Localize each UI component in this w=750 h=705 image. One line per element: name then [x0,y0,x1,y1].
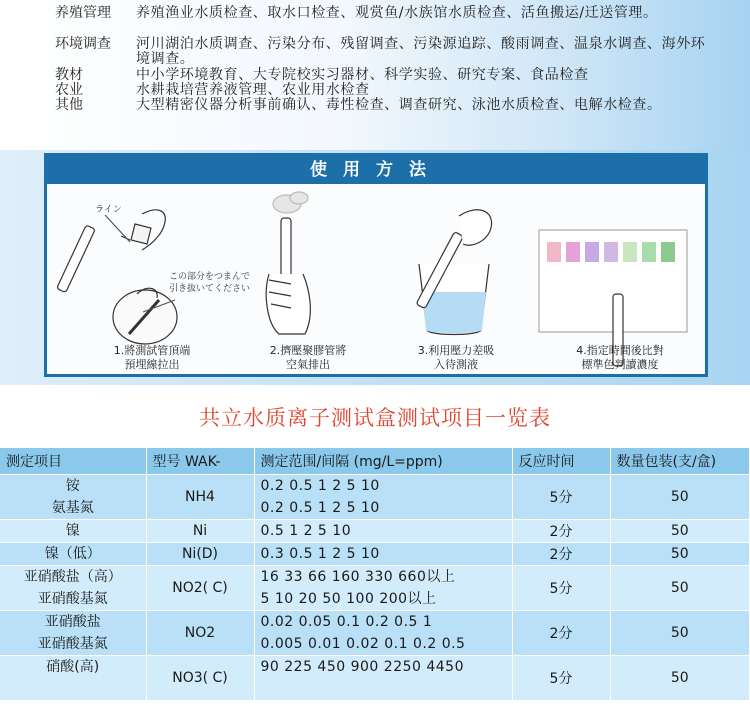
application-category: 教材 [55,67,83,83]
time-cell: 2分 [512,542,610,565]
step3-water-icon [422,292,486,333]
application-category: 环境调查 [55,36,111,52]
step1-leader-icon [105,215,130,242]
step4-caption [545,344,695,372]
usage-title: 使用方法 [47,156,705,184]
range-cell [254,519,512,542]
model-cell: Ni [146,519,254,542]
item-cell [0,610,146,655]
color-swatch [604,242,618,262]
model-cell: NH4 [146,474,254,519]
step1-line-label: ライン [95,205,122,215]
item-name: 铵 [65,477,80,494]
step4-swatches-group [547,242,675,262]
applications-section [0,0,750,150]
step1-caption-line-2: 預埋線拉出 [124,358,180,371]
item-cell [0,542,146,565]
time-cell: 2分 [512,610,610,655]
pack-cell: 50 [610,610,750,655]
range-value [261,678,506,700]
time-cell: 5分 [512,655,610,700]
table-row [0,474,750,519]
color-swatch [642,242,656,262]
range-cell [254,655,512,700]
application-description: 河川湖泊水质调查、污染分布、残留调查、污染源追踪、酸雨调查、温泉水调查、海外环境调查。 [136,36,706,67]
step3-caption [381,344,531,372]
step4-caption-line-2: 標準色判讀濃度 [581,358,659,371]
item-name: 亚硝酸盐 [44,613,101,630]
color-swatch [566,242,580,262]
item-name [6,678,140,700]
application-description: 养殖渔业水质检查、取水口检查、观赏鱼/水族馆水质检查、活鱼搬运/迁送管理。 [136,5,658,21]
range-cell [254,610,512,655]
step1-finger-icon [131,224,151,244]
item-name: 亚硝酸基氮 [37,590,108,607]
test-items-table [0,448,750,701]
step2-caption [233,344,383,372]
range-cell [254,565,512,610]
table-row [0,610,750,655]
time-cell: 2分 [512,519,610,542]
item-cell [0,565,146,610]
range-value: 0.02 0.05 0.1 0.2 0.5 1 [260,613,433,630]
item-cell [0,655,146,700]
item-name: 氨基氮 [51,499,94,516]
range-value: 5 10 20 50 100 200以上 [260,590,437,607]
step3-caption-line-2: 入待測液 [434,358,478,371]
color-swatch [585,242,599,262]
application-category: 养殖管理 [55,5,111,21]
step1-caption [77,344,227,372]
item-cell [0,474,146,519]
pack-cell: 50 [610,519,750,542]
range-value: 0.2 0.5 1 2 5 10 [260,499,380,516]
application-row-other [0,98,750,128]
header-pack: 数量包装(支/盒) [610,448,750,474]
item-name: 硝酸(高) [46,658,100,675]
step4-caption-line-1: 4.指定時間後比對 [576,344,664,357]
step3-hand-icon [459,210,492,245]
table-row [0,519,750,542]
step2-caption-line-2: 空氣排出 [286,358,330,371]
table-row [0,542,750,565]
step1-caption-line-1: 1.將測試管頂端 [113,344,191,357]
application-description: 大型精密仪器分析事前确认、毒性检查、调查研究、泳池水质检查、电解水检查。 [136,97,662,113]
header-range: 测定范围/间隔 (mg/L=ppm) [254,448,512,474]
item-name: 镍（低） [44,545,101,562]
model-cell: Ni(D) [146,542,254,565]
step1-callout-text-2: 引き抜いてください [169,284,251,294]
time-cell: 5分 [512,474,610,519]
table-title: 共立水质离子测试盒测试项目一览表 [199,406,551,430]
header-model: 型号 WAK- [146,448,254,474]
step2-illustration [266,192,310,334]
application-row-education [0,68,750,84]
step2-caption-line-1: 2.擠壓聚膠管將 [269,344,347,357]
application-description: 中小学环境教育、大专院校实习器材、科学实验、研究专案、食品检查 [136,67,589,83]
step1-illustration [57,210,177,344]
pack-cell: 50 [610,474,750,519]
step3-illustration [416,210,491,335]
application-category: 其他 [55,97,83,113]
table-row [0,565,750,610]
application-row-aquaculture [0,0,750,23]
color-swatch [547,242,561,262]
usage-panel [44,153,708,377]
item-name: 亚硝酸盐（高） [23,568,122,585]
step1-tube-icon [57,225,96,293]
range-value: 16 33 66 160 330 660以上 [260,568,456,585]
range-cell [254,542,512,565]
pack-cell: 50 [610,655,750,700]
color-swatch [623,242,637,262]
step2-air-puff-icon [290,192,308,204]
header-item: 测定项目 [0,448,146,474]
step1-callout-text-1: この部分をつまんで [169,272,251,282]
application-description: 水耕栽培营养液管理、农业用水检查 [136,82,370,98]
model-cell: NO2( C) [146,565,254,610]
application-row-environment [0,37,750,67]
range-value: 0.2 0.5 1 2 5 10 [260,477,380,494]
model-cell: NO2 [146,610,254,655]
range-value: 0.005 0.01 0.02 0.1 0.2 0.5 [260,635,466,652]
table-header-row [0,448,750,474]
table-row [0,655,750,700]
range-value: 90 225 450 900 2250 4450 [260,658,464,675]
item-name: 镍 [65,522,80,539]
range-cell [254,474,512,519]
step3-caption-line-1: 3.利用壓力差吸 [417,344,495,357]
application-category: 农业 [55,82,83,98]
color-swatch [661,242,675,262]
item-cell [0,519,146,542]
range-value: 0.5 1 2 5 10 [260,522,352,539]
model-cell: NO3( C) [146,655,254,700]
time-cell: 5分 [512,565,610,610]
pack-cell: 50 [610,542,750,565]
header-time: 反应时间 [512,448,610,474]
range-value: 0.3 0.5 1 2 5 10 [260,545,380,562]
item-name: 亚硝酸基氮 [37,635,108,652]
pack-cell: 50 [610,565,750,610]
